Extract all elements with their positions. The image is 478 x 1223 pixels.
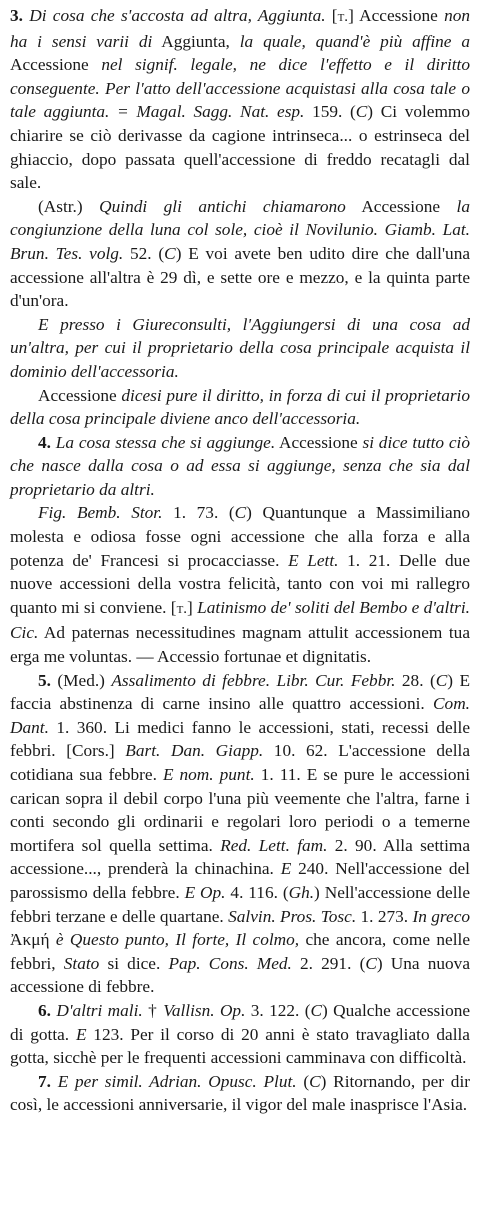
text-segment: 28. (	[395, 670, 436, 690]
text-segment: Stato	[63, 953, 100, 973]
text-segment: nel signif. legale, ne dice l'effetto e il diritto conseguente. Per l'atto dell'accessione acquistasi alla cosa tale o tale aggiunta. = Magal. Sagg. Nat. esp.	[10, 55, 470, 122]
paragraph-fig	[10, 501, 470, 668]
text-segment: E per simil. Adrian. Opusc. Plut.	[57, 1071, 297, 1091]
text-segment: 3. 122. (	[245, 1000, 311, 1020]
paragraph-sense-3	[10, 4, 470, 195]
paragraph-sense-5	[10, 669, 470, 999]
text-segment: ]	[187, 597, 198, 617]
text-segment: Vallisn. Op.	[163, 1000, 246, 1020]
text-segment: non ha i sensi varii di	[10, 6, 471, 51]
text-segment: Ad paternas necessitudines magnam attulit accessionem tua erga me voluntas. — Accessio fortunae et dignitatis.	[10, 623, 470, 667]
text-segment: (Astr.)	[38, 196, 100, 216]
text-segment: 10. 62. L'accessione della cotidiana sua febbre.	[10, 741, 470, 784]
text-segment: Aggiunta,	[152, 31, 240, 51]
text-segment: 4.	[38, 432, 51, 452]
text-segment: C	[365, 953, 377, 973]
text-segment: Accessione	[345, 196, 457, 216]
text-segment: In greco	[412, 906, 471, 926]
text-segment: Fig. Bemb. Stor.	[38, 503, 163, 523]
text-segment: †	[142, 1000, 164, 1020]
paragraph-sense-4	[10, 431, 470, 502]
text-segment: Quindi gli antichi chiamarono	[99, 196, 346, 216]
text-segment: D'altri mali.	[56, 1000, 143, 1020]
text-segment: C	[234, 503, 247, 523]
text-segment: Bart. Dan. Giapp.	[125, 741, 264, 761]
text-segment: 123. Per il corso di 20 anni è stato travagliato dalla gotta, sicchè per le frequenti accessioni camminava con difficoltà.	[10, 1024, 470, 1068]
text-segment: C	[310, 1000, 323, 1020]
text-segment: Com. Dant.	[10, 694, 470, 737]
text-segment: Latinismo de' soliti del Bembo e d'altri. Cic.	[10, 597, 471, 643]
text-segment: t.	[176, 600, 188, 617]
text-segment: 2. 291. (	[291, 953, 366, 973]
text-segment: 1. 11. E se pure le accessioni carican sopra il debil corpo l'una più veemente che l'altra, farne i conti secondo gli ordinarii e regolari loro periodi o a temerne mortifera sol quella settima.	[10, 765, 470, 855]
text-segment: 6.	[38, 1000, 51, 1020]
text-segment: 4. 116. (	[225, 882, 289, 902]
text-segment: La cosa stessa che si aggiunge.	[55, 432, 276, 452]
text-segment: 3.	[10, 6, 23, 25]
text-segment: C	[164, 243, 176, 263]
paragraph-sense-7	[10, 1070, 470, 1117]
text-segment: ) Ritornando, per dir così, le accessioni anniversarie, il vigor del male inasprisce l'Asia.	[10, 1071, 471, 1115]
paragraph-sense-6	[10, 999, 470, 1070]
text-segment: E	[280, 859, 292, 879]
text-segment: 1. 273.	[356, 906, 413, 926]
text-segment: E presso i Giureconsulti, l'Aggiungersi di una cosa ad un'altra, per cui il proprietario della cosa principale acquista il dominio dell'accessoria.	[10, 314, 470, 381]
text-segment: C	[435, 670, 448, 690]
text-segment: (	[296, 1071, 310, 1091]
text-segment: 159. (	[304, 102, 356, 122]
text-segment: è Questo punto, Il forte, Il colmo,	[55, 930, 300, 950]
text-segment: 2. 90. Alla settima accessione..., prenderà la chinachina.	[10, 835, 470, 879]
text-segment: [	[325, 6, 338, 25]
text-segment: ] Accessione	[348, 6, 445, 25]
text-segment: Gh.	[288, 882, 315, 902]
text-segment: E	[75, 1024, 87, 1044]
text-segment: 5.	[38, 670, 51, 690]
text-segment: si dice.	[99, 953, 169, 973]
text-segment: t.	[337, 9, 349, 25]
text-segment: la quale, quand'è più affine a	[239, 31, 470, 51]
text-segment: ) Una nuova accessione di febbre.	[10, 953, 470, 997]
text-segment: E Op.	[184, 882, 226, 902]
text-segment: Red. Lett. fam.	[220, 835, 328, 855]
text-segment: ) Ci volemmo chiarire se ciò derivasse da cagione intrinseca... o estrinseca del ghiaccio, dopo passata quell'accessione di freddo recatagli dal sale.	[10, 102, 470, 193]
text-segment: C	[355, 102, 368, 122]
text-segment: ) Quantunque a Massimiliano molesta e odiosa fosse ogni accessione che alla forza e alla potenza de' Francesi si procacciasse.	[10, 503, 471, 570]
paragraph-giureconsulti	[10, 313, 470, 384]
text-segment: Accessione	[38, 385, 122, 405]
text-segment: E Lett.	[288, 550, 339, 570]
text-segment: si dice tutto ciò che nasce dalla cosa o ad essa si aggiunge, senza che sia dal proprietario da altri.	[10, 432, 470, 499]
text-segment: ) Nell'accessione delle febbri terzane e delle quartane.	[10, 882, 470, 926]
text-segment	[51, 1072, 58, 1091]
text-segment: 52. (	[123, 243, 165, 263]
text-segment: 1. 73. (	[162, 503, 235, 523]
text-segment: Salvin. Pros. Tosc.	[228, 906, 357, 926]
text-segment: che ancora, come nelle febbri,	[10, 930, 470, 973]
text-segment: 1. 21. Delle due nuove accessioni della vostra felicità, tanto con voi mi rallegro quanto mi si conviene. [	[10, 550, 470, 617]
paragraph-diritto	[10, 384, 470, 431]
text-segment: dicesi pure il diritto, in forza di cui il proprietario della cosa principale diviene anco dell'accessoria.	[10, 385, 470, 429]
text-segment: E nom. punt.	[162, 765, 255, 784]
text-segment: C	[309, 1071, 321, 1091]
text-segment: Pap. Cons. Med.	[168, 953, 292, 973]
text-segment: Accessione	[275, 432, 363, 452]
text-segment: 1. 360. Li medici fanno le accessioni, stati, recessi delle febbri. [Cors.]	[10, 717, 470, 761]
text-segment: (Med.)	[50, 670, 112, 690]
text-segment: ) E voi avete ben udito dire che dall'una accessione all'altra è 29 dì, e sette ore e mezzo, e la quinta parte d'un'ora.	[10, 243, 471, 311]
text-segment: Assalimento di febbre. Libr. Cur. Febbr.	[111, 670, 396, 690]
text-segment: la congiunzione della luna col sole, cioè il Novilunio. Giamb. Lat. Brun. Tes. volg.	[10, 196, 470, 263]
text-segment: ) Qualche accessione di gotta.	[10, 1000, 471, 1044]
text-segment: 240. Nell'accessione del parossismo della febbre.	[10, 859, 470, 902]
text-segment: Di cosa che s'accosta ad altra, Aggiunta.	[29, 6, 326, 25]
text-segment: ) E faccia abstinenza di carne insino alle quattro accessioni.	[10, 670, 471, 714]
paragraph-astr	[10, 195, 470, 313]
text-segment: Accessione	[10, 55, 102, 75]
text-segment: 7.	[38, 1071, 51, 1091]
text-segment: Ἀκμή	[10, 930, 56, 950]
dictionary-entry-accessione	[10, 4, 470, 1117]
